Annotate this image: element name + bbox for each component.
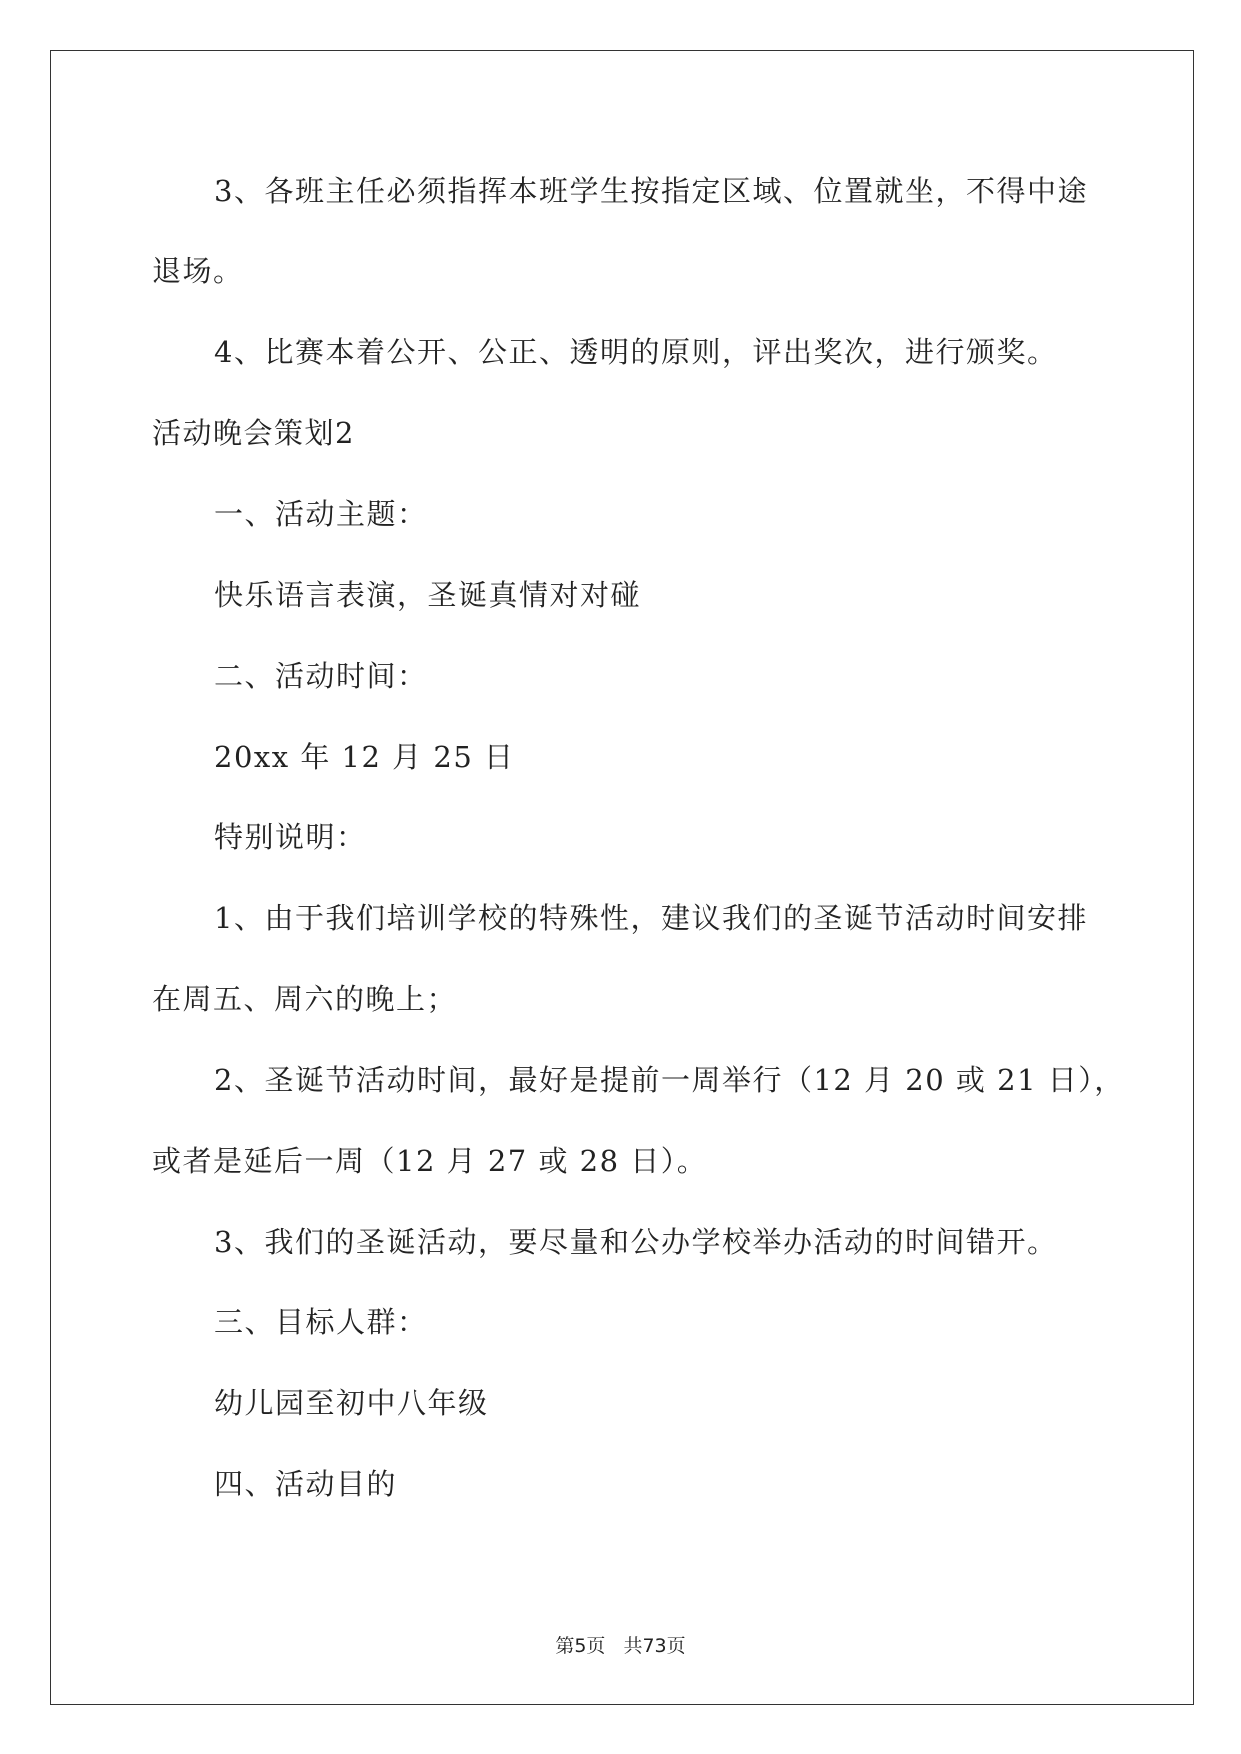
paragraph-line: 1、由于我们培训学校的特殊性，建议我们的圣诞节活动时间安排	[214, 901, 1088, 935]
subheading: 一、活动主题：	[214, 497, 428, 531]
subheading: 二、活动时间：	[214, 659, 428, 693]
paragraph-line: 3、我们的圣诞活动，要尽量和公办学校举办活动的时间错开。	[214, 1225, 1058, 1259]
page-total: 共73页	[623, 1635, 686, 1657]
paragraph-line: 20xx 年 12 月 25 日	[214, 740, 515, 774]
subheading: 三、目标人群：	[214, 1305, 428, 1339]
paragraph-line: 在周五、周六的晚上；	[152, 982, 458, 1016]
paragraph-line: 4、比赛本着公开、公正、透明的原则，评出奖次，进行颁奖。	[214, 335, 1058, 369]
section-heading: 活动晚会策划2	[152, 416, 355, 450]
page-footer	[0, 1634, 1241, 1658]
page-border	[50, 50, 1194, 1705]
paragraph-line: 快乐语言表演，圣诞真情对对碰	[214, 578, 642, 612]
paragraph-line: 或者是延后一周（12 月 27 或 28 日）。	[152, 1144, 708, 1178]
paragraph-line: 3、各班主任必须指挥本班学生按指定区域、位置就坐，不得中途	[214, 174, 1088, 208]
page-number: 第5页	[555, 1635, 606, 1657]
paragraph-line: 退场。	[152, 254, 244, 288]
paragraph-line: 2、圣诞节活动时间，最好是提前一周举行（12 月 20 或 21 日），	[214, 1063, 1125, 1097]
paragraph-line: 幼儿园至初中八年级	[214, 1386, 489, 1420]
subheading: 四、活动目的	[214, 1467, 398, 1501]
paragraph-line: 特别说明：	[214, 820, 367, 854]
